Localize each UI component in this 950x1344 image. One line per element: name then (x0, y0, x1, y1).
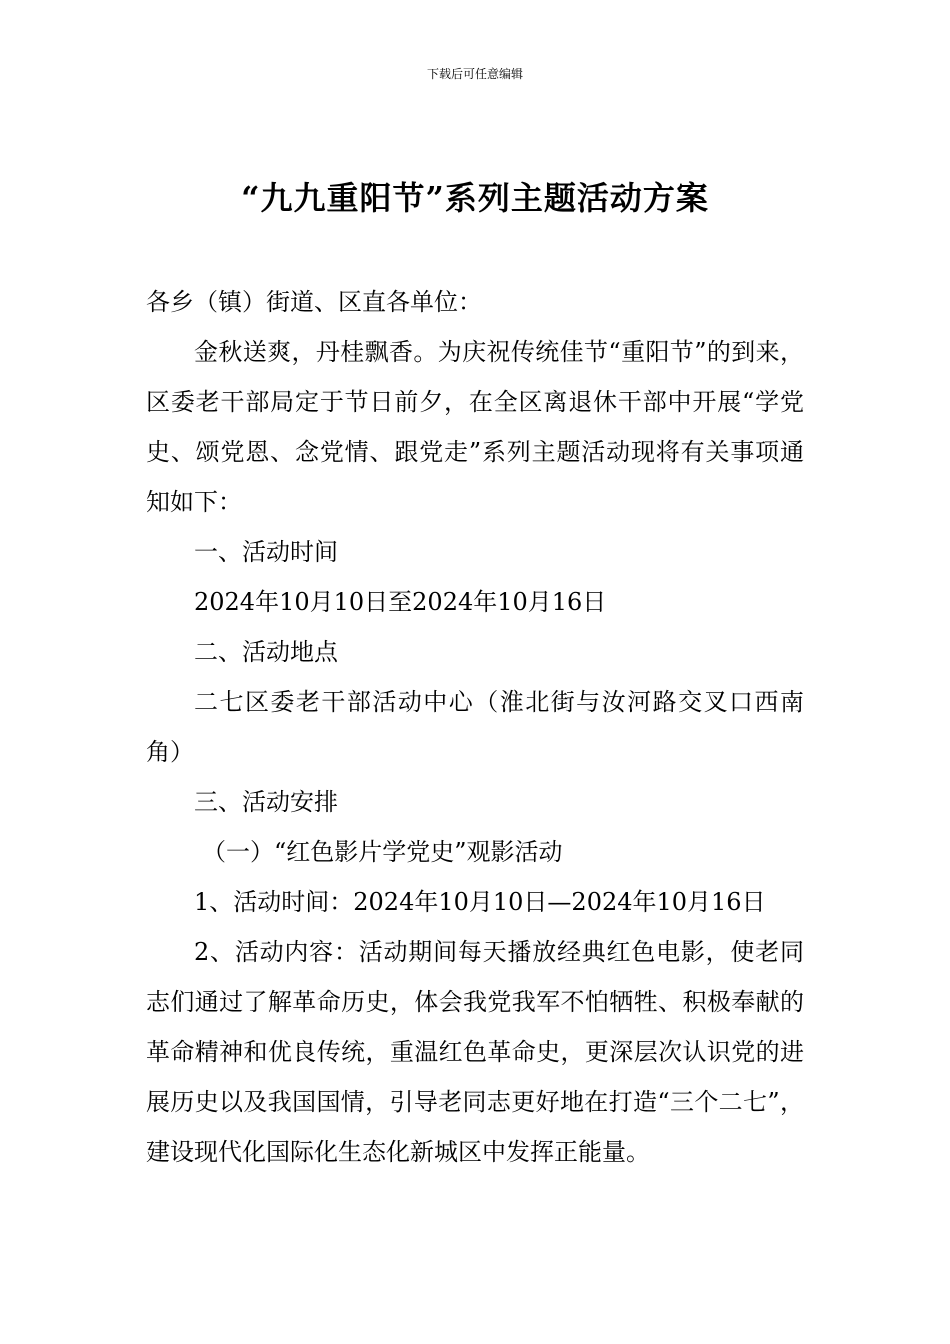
salutation: 各乡（镇）街道、区直各单位： (146, 288, 482, 316)
subsection-heading-film: （一）“红色影片学党史”观影活动 (202, 838, 563, 866)
document-title: “九九重阳节”系列主题活动方案 (241, 179, 709, 217)
item-activity-content: 2、活动内容：活动期间每天播放经典红色电影，使老同志们通过了解革命历史，体会我党我军不怕牺牲、积极奉献的革命精神和优良传统，重温红色革命史，更深层次认识党的进展历史以及我国国情，引导老同志更好地在打造“三个二七”，建设现代化国际化生态化新城区中发挥正能量。 (146, 938, 804, 1166)
item-activity-time: 1、活动时间：2024年10月10日—2024年10月16日 (194, 888, 766, 916)
section-heading-time: 一、活动时间 (194, 538, 338, 566)
page-header-note: 下载后可任意编辑 (426, 67, 523, 81)
section-text-time: 2024年10月10日至2024年10月16日 (194, 588, 607, 616)
document-body (146, 277, 804, 1177)
section-heading-location: 二、活动地点 (194, 638, 338, 666)
section-heading-arrangement: 三、活动安排 (194, 788, 338, 816)
intro-paragraph: 金秋送爽，丹桂飘香。为庆祝传统佳节“重阳节”的到来，区委老干部局定于节日前夕，在全区离退休干部中开展“学党史、颂党恩、念党情、跟党走”系列主题活动现将有关事项通知如下： (146, 338, 804, 516)
section-text-location: 二七区委老干部活动中心（淮北街与汝河路交叉口西南角） (146, 688, 804, 766)
